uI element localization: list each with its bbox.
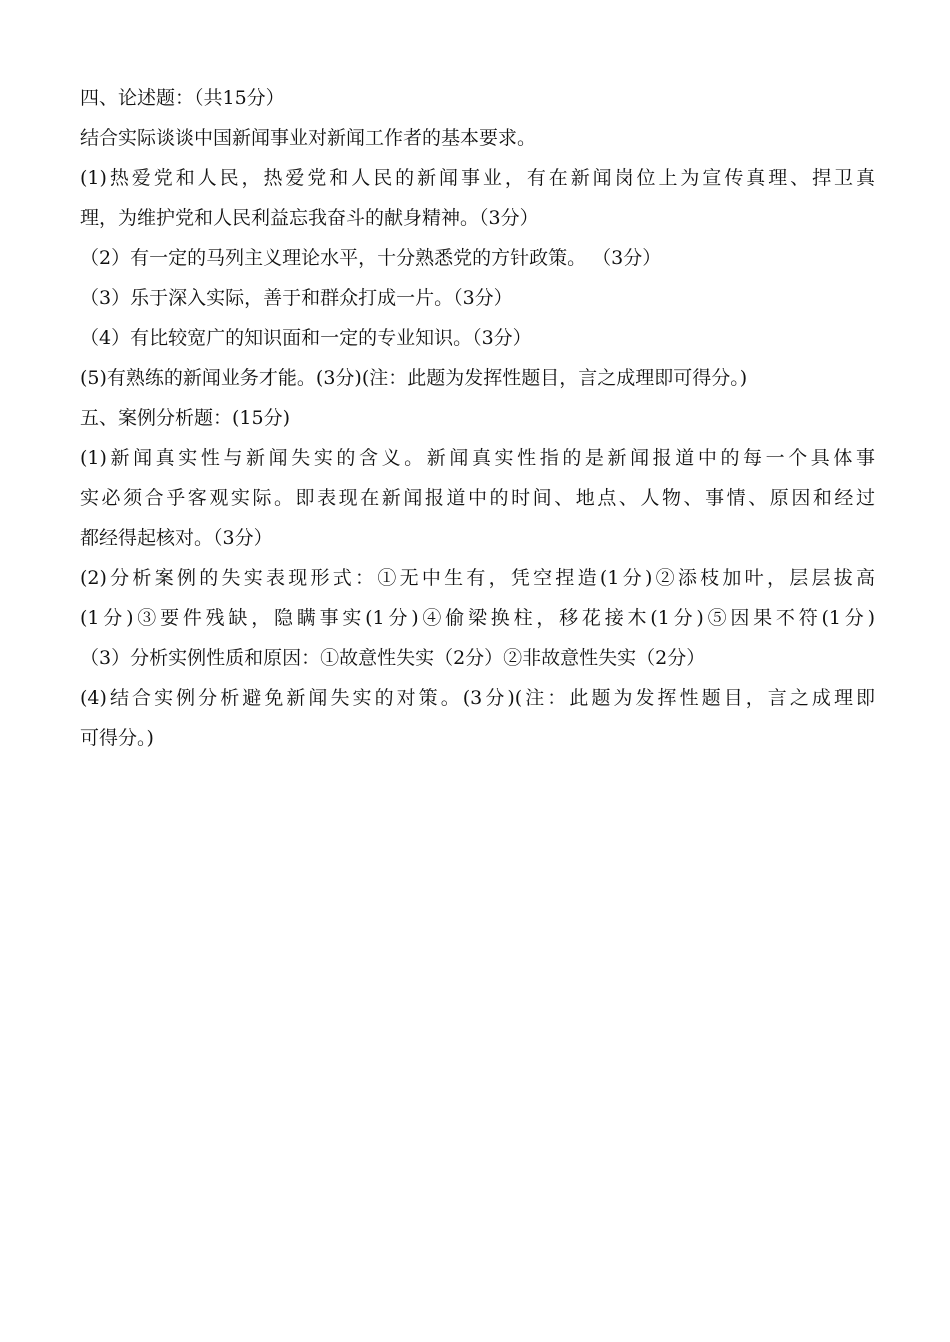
section5-answer-2-line-2: (1分)③要件残缺，隐瞒事实(1分)④偷梁换柱，移花接木(1分)⑤因果不符(1分) (80, 607, 875, 629)
section5-answer-1-line-2: 实必须合乎客观实际。即表现在新闻报道中的时间、地点、人物、事情、原因和经过 (80, 487, 875, 509)
section5-heading: 五、案例分析题：(15分) (80, 407, 291, 429)
section4-answer-2: （2）有一定的马列主义理论水平，十分熟悉党的方针政策。 （3分） (80, 247, 662, 269)
section5-answer-1-line-1: (1)新闻真实性与新闻失实的含义。新闻真实性指的是新闻报道中的每一个具体事 (80, 447, 875, 469)
section4-answer-3: （3）乐于深入实际，善于和群众打成一片。（3分） (80, 287, 513, 309)
section4-answer-4: （4）有比较宽广的知识面和一定的专业知识。（3分） (80, 327, 532, 349)
section5-answer-4-line-1: (4)结合实例分析避免新闻失实的对策。(3分)(注：此题为发挥性题目，言之成理即 (80, 687, 875, 709)
section4-answer-5: (5)有熟练的新闻业务才能。(3分)(注：此题为发挥性题目，言之成理即可得分。) (80, 367, 748, 389)
section4-answer-1-line-1: (1)热爱党和人民，热爱党和人民的新闻事业，有在新闻岗位上为宣传真理、捍卫真 (80, 167, 875, 189)
section5-answer-1-line-3: 都经得起核对。（3分） (80, 527, 273, 549)
section5-answer-4-line-2: 可得分。) (80, 727, 154, 749)
section4-heading: 四、论述题：（共15分） (80, 87, 285, 109)
section4-answer-1-line-2: 理，为维护党和人民利益忘我奋斗的献身精神。（3分） (80, 207, 539, 229)
section5-answer-3: （3）分析实例性质和原因：①故意性失实（2分）②非故意性失实（2分） (80, 647, 706, 669)
answer-document (80, 78, 875, 758)
section4-question: 结合实际谈谈中国新闻事业对新闻工作者的基本要求。 (80, 127, 537, 149)
section5-answer-2-line-1: (2)分析案例的失实表现形式：①无中生有，凭空捏造(1分)②添枝加叶，层层拔高 (80, 567, 875, 589)
